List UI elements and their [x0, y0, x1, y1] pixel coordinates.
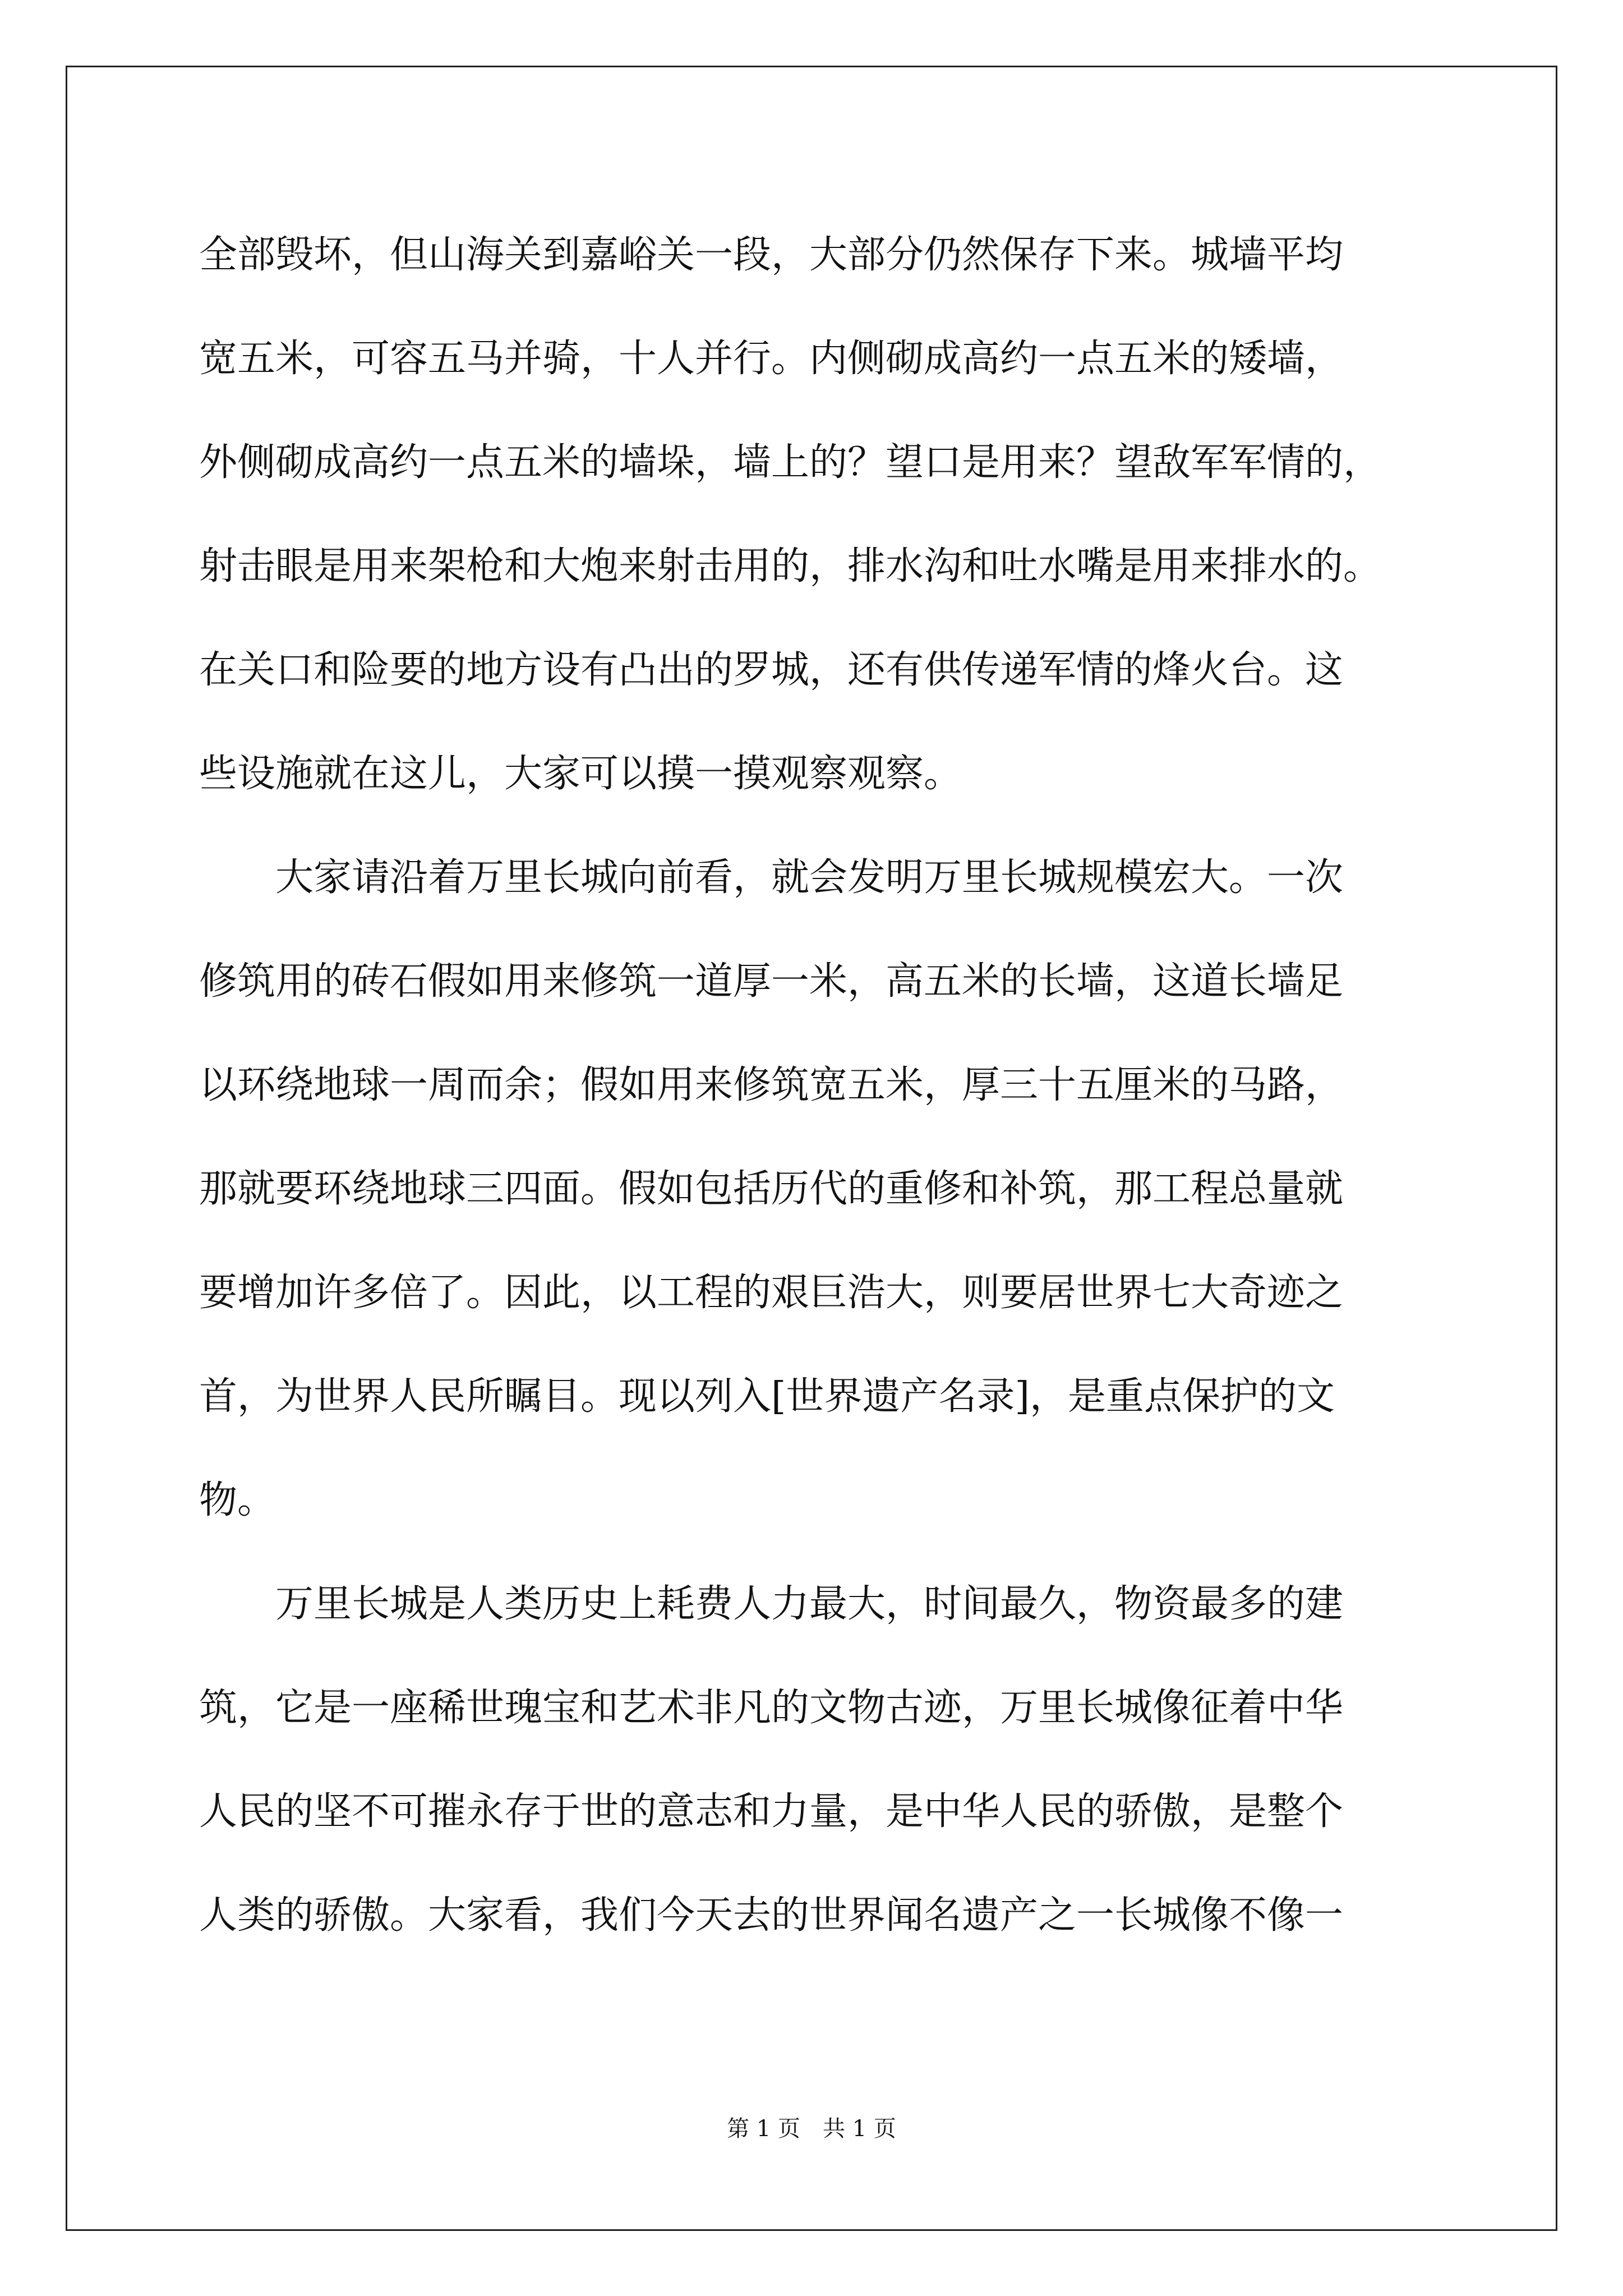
page-number: 第 1 页 共 1 页	[727, 2116, 896, 2142]
text-line: 宽五米，可容五马并骑，十人并行。内侧砌成高约一点五米的矮墙，	[199, 337, 1344, 381]
text-line: 首，为世界人民所瞩目。现以列入[世界遗产名录]，是重点保护的文	[199, 1374, 1335, 1419]
text-line: 以环绕地球一周而余；假如用来修筑宽五米，厚三十五厘米的马路，	[199, 1063, 1344, 1107]
text-line: 射击眼是用来架枪和大炮来射击用的，排水沟和吐水嘴是用来排水的。	[199, 544, 1382, 588]
text-line: 人民的坚不可摧永存于世的意志和力量，是中华人民的骄傲，是整个	[199, 1789, 1344, 1834]
text-line: 那就要环绕地球三四面。假如包括历代的重修和补筑，那工程总量就	[199, 1167, 1344, 1211]
text-line: 些设施就在这儿，大家可以摸一摸观察观察。	[199, 752, 962, 796]
text-line: 修筑用的砖石假如用来修筑一道厚一米，高五米的长墙，这道长墙足	[199, 959, 1344, 1004]
text-line: 万里长城是人类历史上耗费人力最大，时间最久，物资最多的建	[199, 1582, 1344, 1626]
text-line: 人类的骄傲。大家看，我们今天去的世界闻名遗产之一长城像不像一	[199, 1893, 1344, 1938]
text-line: 物。	[199, 1478, 276, 1522]
text-line: 筑，它是一座稀世瑰宝和艺术非凡的文物古迹，万里长城像征着中华	[199, 1686, 1344, 1730]
text-line: 大家请沿着万里长城向前看，就会发明万里长城规模宏大。一次	[199, 855, 1344, 900]
text-line: 外侧砌成高约一点五米的墙垛，墙上的？望口是用来？望敌军军情的，	[199, 440, 1382, 485]
text-line: 在关口和险要的地方设有凸出的罗城，还有供传递军情的烽火台。这	[199, 648, 1344, 692]
text-line: 全部毁坏，但山海关到嘉峪关一段，大部分仍然保存下来。城墙平均	[199, 233, 1344, 277]
text-line: 要增加许多倍了。因此，以工程的艰巨浩大，则要居世界七大奇迹之	[199, 1271, 1344, 1315]
